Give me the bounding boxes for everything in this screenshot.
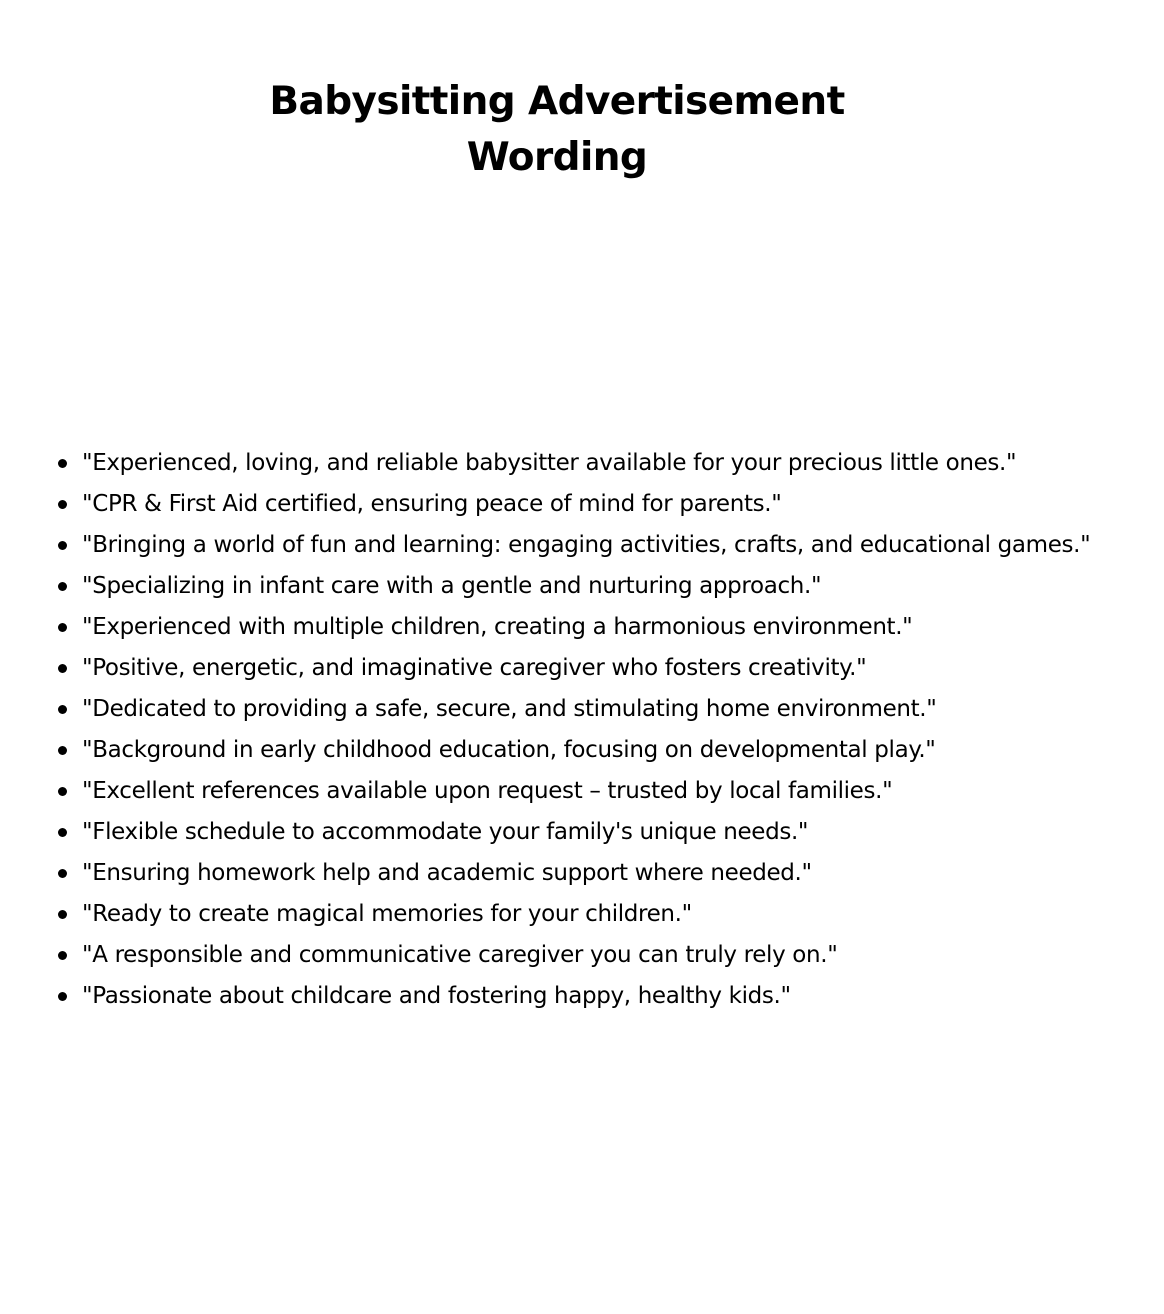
bullet-dot-icon: [58, 541, 67, 550]
page-title: [0, 74, 1114, 186]
list-item: [56, 853, 1160, 894]
list-item: [56, 730, 1160, 771]
list-item-text: "Passionate about childcare and fostering happy, healthy kids.": [82, 983, 791, 1009]
list-item: [56, 484, 1160, 525]
bullet-dot-icon: [58, 459, 67, 468]
list-item-text: "Experienced, loving, and reliable babysitter available for your precious little ones.": [82, 450, 1017, 476]
list-item-text: "Bringing a world of fun and learning: engaging activities, crafts, and educational games.": [82, 532, 1091, 558]
list-item: [56, 566, 1160, 607]
page-title-line-2: Wording: [466, 135, 648, 180]
bullet-dot-icon: [58, 828, 67, 837]
wording-list: [56, 443, 1160, 1017]
bullet-dot-icon: [58, 705, 67, 714]
list-item-text: "Experienced with multiple children, creating a harmonious environment.": [82, 614, 913, 640]
list-item-text: "A responsible and communicative caregiver you can truly rely on.": [82, 942, 838, 968]
list-item: [56, 525, 1160, 566]
bullet-dot-icon: [58, 992, 67, 1001]
bullet-dot-icon: [58, 869, 67, 878]
bullet-dot-icon: [58, 664, 67, 673]
list-item: [56, 935, 1160, 976]
list-item-text: "Background in early childhood education, focusing on developmental play.": [82, 737, 936, 763]
list-item-text: "CPR & First Aid certified, ensuring peace of mind for parents.": [82, 491, 782, 517]
list-item: [56, 648, 1160, 689]
page-title-line-1: Babysitting Advertisement: [269, 79, 845, 124]
bullet-dot-icon: [58, 623, 67, 632]
list-item: [56, 894, 1160, 935]
list-item-text: "Dedicated to providing a safe, secure, and stimulating home environment.": [82, 696, 937, 722]
bullet-dot-icon: [58, 746, 67, 755]
bullet-dot-icon: [58, 787, 67, 796]
list-item-text: "Ensuring homework help and academic support where needed.": [82, 860, 812, 886]
list-item-text: "Flexible schedule to accommodate your family's unique needs.": [82, 819, 809, 845]
list-item: [56, 976, 1160, 1017]
list-item: [56, 771, 1160, 812]
bullet-dot-icon: [58, 951, 67, 960]
list-item-text: "Specializing in infant care with a gentle and nurturing approach.": [82, 573, 822, 599]
list-item-text: "Excellent references available upon request – trusted by local families.": [82, 778, 893, 804]
list-item: [56, 812, 1160, 853]
list-item: [56, 443, 1160, 484]
list-item-text: "Ready to create magical memories for your children.": [82, 901, 692, 927]
list-item: [56, 689, 1160, 730]
bullet-dot-icon: [58, 582, 67, 591]
list-item: [56, 607, 1160, 648]
bullet-dot-icon: [58, 910, 67, 919]
bullet-dot-icon: [58, 500, 67, 509]
list-item-text: "Positive, energetic, and imaginative caregiver who fosters creativity.": [82, 655, 867, 681]
